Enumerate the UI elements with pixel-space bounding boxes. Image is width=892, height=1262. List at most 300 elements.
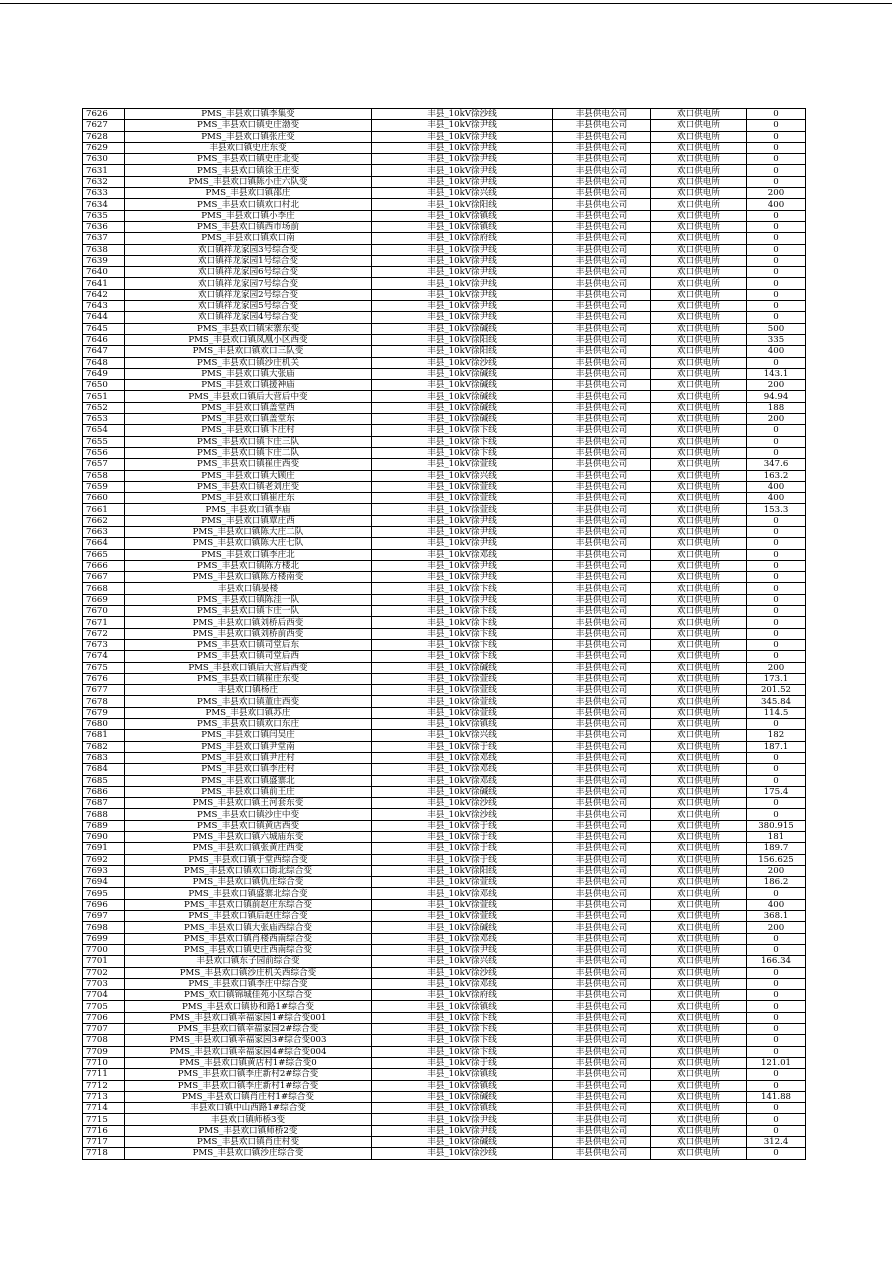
capacity-value-cell: 0: [747, 572, 806, 583]
row-number-cell: 7656: [83, 447, 125, 458]
capacity-value-cell: 0: [747, 425, 806, 436]
company-cell: 丰县供电公司: [553, 109, 651, 120]
company-cell: 丰县供电公司: [553, 967, 651, 978]
supply-station-cell: 欢口供电所: [651, 865, 747, 876]
row-number-cell: 7668: [83, 583, 125, 594]
row-number-cell: 7692: [83, 854, 125, 865]
supply-station-cell: 欢口供电所: [651, 1091, 747, 1102]
supply-station-cell: 欢口供电所: [651, 628, 747, 639]
table-row: [83, 651, 806, 662]
table-row: [83, 628, 806, 639]
capacity-value-cell: 0: [747, 154, 806, 165]
row-number-cell: 7647: [83, 346, 125, 357]
row-number-cell: 7664: [83, 538, 125, 549]
table-row: [83, 289, 806, 300]
feeder-line-cell: 丰县_10kV徐兴线: [372, 730, 553, 741]
feeder-line-cell: 丰县_10kV徐碱线: [372, 1137, 553, 1148]
row-number-cell: 7651: [83, 391, 125, 402]
company-cell: 丰县供电公司: [553, 436, 651, 447]
supply-station-cell: 欢口供电所: [651, 877, 747, 888]
table-row: [83, 1012, 806, 1023]
supply-station-cell: 欢口供电所: [651, 707, 747, 718]
company-cell: 丰县供电公司: [553, 944, 651, 955]
table-row: [83, 470, 806, 481]
supply-station-cell: 欢口供电所: [651, 504, 747, 515]
row-number-cell: 7652: [83, 402, 125, 413]
capacity-value-cell: 121.01: [747, 1057, 806, 1068]
company-cell: 丰县供电公司: [553, 312, 651, 323]
row-number-cell: 7690: [83, 832, 125, 843]
transformer-name-cell: PMS_欢口镇锦城佳苑小区综合变: [125, 990, 372, 1001]
table-row: [83, 990, 806, 1001]
feeder-line-cell: 丰县_10kV徐于线: [372, 1057, 553, 1068]
transformer-name-cell: PMS_丰县欢口镇尹庄村: [125, 752, 372, 763]
feeder-line-cell: 丰县_10kV徐邓线: [372, 752, 553, 763]
feeder-line-cell: 丰县_10kV徐阳线: [372, 346, 553, 357]
feeder-line-cell: 丰县_10kV徐邓线: [372, 764, 553, 775]
row-number-cell: 7712: [83, 1080, 125, 1091]
feeder-line-cell: 丰县_10kV徐卞线: [372, 1035, 553, 1046]
company-cell: 丰县供电公司: [553, 493, 651, 504]
company-cell: 丰县供电公司: [553, 798, 651, 809]
row-number-cell: 7696: [83, 899, 125, 910]
company-cell: 丰县供电公司: [553, 685, 651, 696]
supply-station-cell: 欢口供电所: [651, 809, 747, 820]
transformer-name-cell: PMS_丰县欢口镇欢口街北综合变: [125, 865, 372, 876]
supply-station-cell: 欢口供电所: [651, 391, 747, 402]
row-number-cell: 7704: [83, 990, 125, 1001]
capacity-value-cell: 0: [747, 1012, 806, 1023]
company-cell: 丰县供电公司: [553, 696, 651, 707]
row-number-cell: 7643: [83, 301, 125, 312]
company-cell: 丰县供电公司: [553, 188, 651, 199]
supply-station-cell: 欢口供电所: [651, 188, 747, 199]
table-row: [83, 572, 806, 583]
capacity-value-cell: 0: [747, 312, 806, 323]
page-top-rule: [0, 3, 892, 4]
capacity-value-cell: 0: [747, 165, 806, 176]
capacity-value-cell: 380.915: [747, 820, 806, 831]
company-cell: 丰县供电公司: [553, 447, 651, 458]
capacity-value-cell: 175.4: [747, 786, 806, 797]
supply-station-cell: 欢口供电所: [651, 786, 747, 797]
row-number-cell: 7686: [83, 786, 125, 797]
company-cell: 丰县供电公司: [553, 978, 651, 989]
row-number-cell: 7628: [83, 131, 125, 142]
transformer-name-cell: PMS_丰县欢口镇李集变: [125, 109, 372, 120]
transformer-name-cell: PMS_丰县欢口镇司堂后东: [125, 639, 372, 650]
row-number-cell: 7705: [83, 1001, 125, 1012]
company-cell: 丰县供电公司: [553, 911, 651, 922]
capacity-value-cell: 141.88: [747, 1091, 806, 1102]
transformer-name-cell: PMS_丰县欢口镇卞庄三队: [125, 436, 372, 447]
row-number-cell: 7641: [83, 278, 125, 289]
transformer-name-cell: PMS_丰县欢口镇肖庄村1#综合变: [125, 1091, 372, 1102]
table-row: [83, 809, 806, 820]
capacity-value-cell: 400: [747, 199, 806, 210]
capacity-value-cell: 200: [747, 922, 806, 933]
company-cell: 丰县供电公司: [553, 617, 651, 628]
transformer-name-cell: PMS_丰县欢口镇大张庙: [125, 368, 372, 379]
capacity-value-cell: 0: [747, 515, 806, 526]
capacity-value-cell: 0: [747, 1024, 806, 1035]
capacity-value-cell: 153.3: [747, 504, 806, 515]
table-row: [83, 504, 806, 515]
capacity-value-cell: 400: [747, 493, 806, 504]
supply-station-cell: 欢口供电所: [651, 221, 747, 232]
supply-station-cell: 欢口供电所: [651, 639, 747, 650]
transformer-name-cell: PMS_丰县欢口镇沙庄综合变: [125, 1148, 372, 1159]
row-number-cell: 7711: [83, 1069, 125, 1080]
table-row: [83, 425, 806, 436]
company-cell: 丰县供电公司: [553, 504, 651, 515]
row-number-cell: 7640: [83, 267, 125, 278]
row-number-cell: 7632: [83, 176, 125, 187]
supply-station-cell: 欢口供电所: [651, 1148, 747, 1159]
supply-station-cell: 欢口供电所: [651, 165, 747, 176]
capacity-value-cell: 200: [747, 188, 806, 199]
feeder-line-cell: 丰县_10kV徐卞线: [372, 639, 553, 650]
supply-station-cell: 欢口供电所: [651, 1080, 747, 1091]
capacity-value-cell: 186.2: [747, 877, 806, 888]
capacity-value-cell: 0: [747, 120, 806, 131]
transformer-name-cell: PMS_丰县欢口镇师桥2变: [125, 1125, 372, 1136]
table-row: [83, 188, 806, 199]
supply-station-cell: 欢口供电所: [651, 154, 747, 165]
company-cell: 丰县供电公司: [553, 1137, 651, 1148]
feeder-line-cell: 丰县_10kV徐沙线: [372, 967, 553, 978]
transformer-name-cell: PMS_丰县欢口镇徐王庄变: [125, 165, 372, 176]
company-cell: 丰县供电公司: [553, 651, 651, 662]
row-number-cell: 7672: [83, 628, 125, 639]
table-row: [83, 493, 806, 504]
transformer-name-cell: PMS_丰县欢口镇后大营后西变: [125, 662, 372, 673]
transformer-name-cell: PMS_丰县欢口镇李庄中综合变: [125, 978, 372, 989]
feeder-line-cell: 丰县_10kV徐萱线: [372, 707, 553, 718]
table-row: [83, 526, 806, 537]
feeder-line-cell: 丰县_10kV徐尹线: [372, 572, 553, 583]
supply-station-cell: 欢口供电所: [651, 289, 747, 300]
row-number-cell: 7638: [83, 244, 125, 255]
supply-station-cell: 欢口供电所: [651, 594, 747, 605]
table-row: [83, 380, 806, 391]
row-number-cell: 7635: [83, 210, 125, 221]
table-row: [83, 617, 806, 628]
supply-station-cell: 欢口供电所: [651, 244, 747, 255]
company-cell: 丰县供电公司: [553, 402, 651, 413]
capacity-value-cell: 0: [747, 1035, 806, 1046]
company-cell: 丰县供电公司: [553, 120, 651, 131]
company-cell: 丰县供电公司: [553, 549, 651, 560]
feeder-line-cell: 丰县_10kV徐邓线: [372, 933, 553, 944]
capacity-value-cell: 0: [747, 176, 806, 187]
row-number-cell: 7633: [83, 188, 125, 199]
feeder-line-cell: 丰县_10kV徐卞线: [372, 606, 553, 617]
transformer-name-cell: PMS_丰县欢口镇陈方楼南变: [125, 572, 372, 583]
supply-station-cell: 欢口供电所: [651, 1001, 747, 1012]
table-row: [83, 142, 806, 153]
capacity-value-cell: 0: [747, 1046, 806, 1057]
transformer-name-cell: PMS_丰县欢口镇沙庄中变: [125, 809, 372, 820]
transformer-name-cell: PMS_丰县欢口镇陈方楼北: [125, 560, 372, 571]
capacity-value-cell: 0: [747, 617, 806, 628]
feeder-line-cell: 丰县_10kV徐镇线: [372, 1103, 553, 1114]
feeder-line-cell: 丰县_10kV徐碱线: [372, 786, 553, 797]
supply-station-cell: 欢口供电所: [651, 651, 747, 662]
company-cell: 丰县供电公司: [553, 1069, 651, 1080]
row-number-cell: 7631: [83, 165, 125, 176]
supply-station-cell: 欢口供电所: [651, 775, 747, 786]
feeder-line-cell: 丰县_10kV徐阳线: [372, 334, 553, 345]
company-cell: 丰县供电公司: [553, 526, 651, 537]
row-number-cell: 7662: [83, 515, 125, 526]
capacity-value-cell: 0: [747, 639, 806, 650]
row-number-cell: 7680: [83, 719, 125, 730]
supply-station-cell: 欢口供电所: [651, 210, 747, 221]
table-row: [83, 832, 806, 843]
table-row: [83, 1046, 806, 1057]
supply-station-cell: 欢口供电所: [651, 142, 747, 153]
feeder-line-cell: 丰县_10kV徐萱线: [372, 899, 553, 910]
company-cell: 丰县供电公司: [553, 639, 651, 650]
feeder-line-cell: 丰县_10kV徐镇线: [372, 221, 553, 232]
feeder-line-cell: 丰县_10kV徐尹线: [372, 120, 553, 131]
transformer-name-cell: PMS_丰县欢口镇李庄新村2#综合变: [125, 1069, 372, 1080]
company-cell: 丰县供电公司: [553, 877, 651, 888]
company-cell: 丰县供电公司: [553, 1080, 651, 1091]
transformer-name-cell: PMS_丰县欢口镇欢口三队变: [125, 346, 372, 357]
capacity-value-cell: 114.5: [747, 707, 806, 718]
company-cell: 丰县供电公司: [553, 1114, 651, 1125]
company-cell: 丰县供电公司: [553, 221, 651, 232]
supply-station-cell: 欢口供电所: [651, 560, 747, 571]
feeder-line-cell: 丰县_10kV徐萱线: [372, 696, 553, 707]
table-row: [83, 549, 806, 560]
transformer-name-cell: PMS_丰县欢口镇肖楼西南综合变: [125, 933, 372, 944]
transformer-name-cell: PMS_丰县欢口镇肖庄村变: [125, 1137, 372, 1148]
supply-station-cell: 欢口供电所: [651, 346, 747, 357]
transformer-name-cell: PMS_丰县欢口镇邵庄: [125, 188, 372, 199]
feeder-line-cell: 丰县_10kV徐碱线: [372, 1091, 553, 1102]
company-cell: 丰县供电公司: [553, 775, 651, 786]
row-number-cell: 7703: [83, 978, 125, 989]
table-row: [83, 707, 806, 718]
feeder-line-cell: 丰县_10kV徐尹线: [372, 526, 553, 537]
supply-station-cell: 欢口供电所: [651, 606, 747, 617]
feeder-line-cell: 丰县_10kV徐府线: [372, 233, 553, 244]
feeder-line-cell: 丰县_10kV徐兴线: [372, 956, 553, 967]
transformer-name-cell: PMS_丰县欢口镇后赵庄综合变: [125, 911, 372, 922]
company-cell: 丰县供电公司: [553, 673, 651, 684]
supply-station-cell: 欢口供电所: [651, 572, 747, 583]
table-row: [83, 865, 806, 876]
company-cell: 丰县供电公司: [553, 583, 651, 594]
table-row: [83, 301, 806, 312]
company-cell: 丰县供电公司: [553, 1001, 651, 1012]
capacity-value-cell: 0: [747, 301, 806, 312]
feeder-line-cell: 丰县_10kV徐卞线: [372, 583, 553, 594]
row-number-cell: 7650: [83, 380, 125, 391]
company-cell: 丰县供电公司: [553, 210, 651, 221]
company-cell: 丰县供电公司: [553, 1057, 651, 1068]
table-row: [83, 165, 806, 176]
table-row: [83, 391, 806, 402]
supply-station-cell: 欢口供电所: [651, 402, 747, 413]
capacity-value-cell: 0: [747, 109, 806, 120]
company-cell: 丰县供电公司: [553, 301, 651, 312]
company-cell: 丰县供电公司: [553, 741, 651, 752]
row-number-cell: 7708: [83, 1035, 125, 1046]
company-cell: 丰县供电公司: [553, 199, 651, 210]
table-row: [83, 199, 806, 210]
table-row: [83, 673, 806, 684]
transformer-name-cell: PMS_丰县欢口镇李庙: [125, 504, 372, 515]
transformer-name-cell: PMS_丰县欢口镇张黄庄西变: [125, 843, 372, 854]
capacity-value-cell: 0: [747, 594, 806, 605]
row-number-cell: 7657: [83, 459, 125, 470]
row-number-cell: 7655: [83, 436, 125, 447]
table-row: [83, 594, 806, 605]
company-cell: 丰县供电公司: [553, 154, 651, 165]
supply-station-cell: 欢口供电所: [651, 447, 747, 458]
feeder-line-cell: 丰县_10kV徐卞线: [372, 1024, 553, 1035]
row-number-cell: 7675: [83, 662, 125, 673]
table-row: [83, 922, 806, 933]
feeder-line-cell: 丰县_10kV徐镇线: [372, 1080, 553, 1091]
feeder-line-cell: 丰县_10kV徐阳线: [372, 199, 553, 210]
company-cell: 丰县供电公司: [553, 142, 651, 153]
row-number-cell: 7717: [83, 1137, 125, 1148]
row-number-cell: 7626: [83, 109, 125, 120]
capacity-value-cell: 181: [747, 832, 806, 843]
capacity-value-cell: 500: [747, 323, 806, 334]
table-row: [83, 798, 806, 809]
row-number-cell: 7627: [83, 120, 125, 131]
row-number-cell: 7663: [83, 526, 125, 537]
company-cell: 丰县供电公司: [553, 854, 651, 865]
row-number-cell: 7634: [83, 199, 125, 210]
feeder-line-cell: 丰县_10kV徐尹线: [372, 312, 553, 323]
table-row: [83, 402, 806, 413]
supply-station-cell: 欢口供电所: [651, 109, 747, 120]
table-row: [83, 820, 806, 831]
company-cell: 丰县供电公司: [553, 470, 651, 481]
feeder-line-cell: 丰县_10kV徐萱线: [372, 481, 553, 492]
supply-station-cell: 欢口供电所: [651, 662, 747, 673]
transformer-name-cell: PMS_丰县欢口镇陈小庄六队变: [125, 176, 372, 187]
feeder-line-cell: 丰县_10kV徐卞线: [372, 436, 553, 447]
supply-station-cell: 欢口供电所: [651, 933, 747, 944]
transformer-name-cell: PMS_丰县欢口镇黄店西变: [125, 820, 372, 831]
capacity-value-cell: 0: [747, 278, 806, 289]
row-number-cell: 7629: [83, 142, 125, 153]
supply-station-cell: 欢口供电所: [651, 323, 747, 334]
row-number-cell: 7649: [83, 368, 125, 379]
transformer-name-cell: PMS_丰县欢口镇沙庄机关: [125, 357, 372, 368]
supply-station-cell: 欢口供电所: [651, 764, 747, 775]
table-row: [83, 436, 806, 447]
supply-station-cell: 欢口供电所: [651, 730, 747, 741]
table-row: [83, 1137, 806, 1148]
capacity-value-cell: 347.6: [747, 459, 806, 470]
feeder-line-cell: 丰县_10kV徐尹线: [372, 267, 553, 278]
table-row: [83, 414, 806, 425]
feeder-line-cell: 丰县_10kV徐碱线: [372, 402, 553, 413]
row-number-cell: 7694: [83, 877, 125, 888]
capacity-value-cell: 0: [747, 1125, 806, 1136]
row-number-cell: 7700: [83, 944, 125, 955]
supply-station-cell: 欢口供电所: [651, 1103, 747, 1114]
company-cell: 丰县供电公司: [553, 888, 651, 899]
feeder-line-cell: 丰县_10kV徐尹线: [372, 255, 553, 266]
table-row: [83, 911, 806, 922]
transformer-name-cell: PMS_丰县欢口镇前王庄: [125, 786, 372, 797]
capacity-value-cell: 0: [747, 267, 806, 278]
feeder-line-cell: 丰县_10kV徐尹线: [372, 289, 553, 300]
feeder-line-cell: 丰县_10kV徐尹线: [372, 515, 553, 526]
table-row: [83, 1001, 806, 1012]
supply-station-cell: 欢口供电所: [651, 334, 747, 345]
supply-station-cell: 欢口供电所: [651, 199, 747, 210]
feeder-line-cell: 丰县_10kV徐萱线: [372, 459, 553, 470]
company-cell: 丰县供电公司: [553, 391, 651, 402]
capacity-value-cell: 0: [747, 752, 806, 763]
company-cell: 丰县供电公司: [553, 865, 651, 876]
supply-station-cell: 欢口供电所: [651, 1012, 747, 1023]
row-number-cell: 7644: [83, 312, 125, 323]
capacity-value-cell: 200: [747, 380, 806, 391]
capacity-value-cell: 0: [747, 1114, 806, 1125]
row-number-cell: 7716: [83, 1125, 125, 1136]
company-cell: 丰县供电公司: [553, 368, 651, 379]
table-row: [83, 1091, 806, 1102]
transformer-name-cell: 丰县欢口镇史庄东变: [125, 142, 372, 153]
capacity-value-cell: 400: [747, 481, 806, 492]
company-cell: 丰县供电公司: [553, 560, 651, 571]
row-number-cell: 7678: [83, 696, 125, 707]
supply-station-cell: 欢口供电所: [651, 425, 747, 436]
supply-station-cell: 欢口供电所: [651, 617, 747, 628]
supply-station-cell: 欢口供电所: [651, 741, 747, 752]
supply-station-cell: 欢口供电所: [651, 267, 747, 278]
feeder-line-cell: 丰县_10kV徐碱线: [372, 414, 553, 425]
feeder-line-cell: 丰县_10kV徐于线: [372, 820, 553, 831]
table-row: [83, 120, 806, 131]
transformer-name-cell: 丰县欢口镇中山西路1#综合变: [125, 1103, 372, 1114]
feeder-line-cell: 丰县_10kV徐萱线: [372, 673, 553, 684]
company-cell: 丰县供电公司: [553, 538, 651, 549]
transformer-name-cell: PMS_丰县欢口镇卞庄村: [125, 425, 372, 436]
capacity-value-cell: 173.1: [747, 673, 806, 684]
supply-station-cell: 欢口供电所: [651, 990, 747, 1001]
row-number-cell: 7702: [83, 967, 125, 978]
capacity-value-cell: 0: [747, 255, 806, 266]
supply-station-cell: 欢口供电所: [651, 798, 747, 809]
company-cell: 丰县供电公司: [553, 820, 651, 831]
table-row: [83, 978, 806, 989]
supply-station-cell: 欢口供电所: [651, 752, 747, 763]
capacity-value-cell: 0: [747, 933, 806, 944]
table-row: [83, 933, 806, 944]
company-cell: 丰县供电公司: [553, 346, 651, 357]
supply-station-cell: 欢口供电所: [651, 255, 747, 266]
capacity-value-cell: 0: [747, 628, 806, 639]
row-number-cell: 7677: [83, 685, 125, 696]
company-cell: 丰县供电公司: [553, 323, 651, 334]
feeder-line-cell: 丰县_10kV徐尹线: [372, 301, 553, 312]
row-number-cell: 7673: [83, 639, 125, 650]
capacity-value-cell: 0: [747, 1069, 806, 1080]
